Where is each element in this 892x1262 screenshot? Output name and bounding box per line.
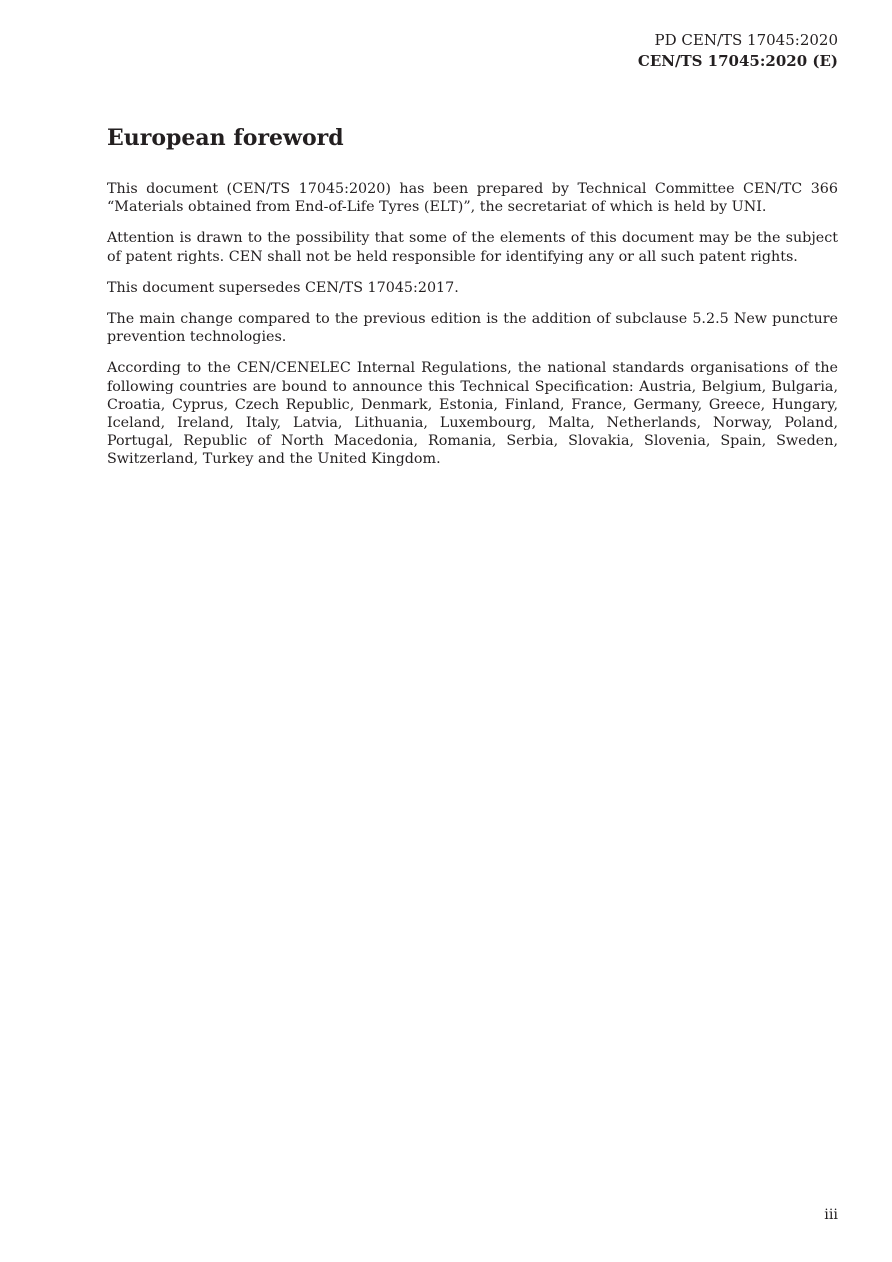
- paragraph-patent-notice: Attention is drawn to the possibility that some of the elements of this document may be the subject of patent rights. CEN shall not be held responsible for identifying any or all such patent rights.: [107, 230, 838, 265]
- paragraph-supersedes: This document supersedes CEN/TS 17045:2017.: [107, 279, 459, 296]
- paragraph-committee: This document (CEN/TS 17045:2020) has been prepared by Technical Committee CEN/TC 366 “Materials obtained from End-of-Life Tyres (ELT)”, the secretariat of which is held by UNI.: [107, 181, 838, 216]
- page-number: iii: [824, 1207, 838, 1223]
- section-title: European foreword: [107, 125, 344, 151]
- paragraph-main-change: The main change compared to the previous edition is the addition of subclause 5.2.5 New puncture prevention technologies.: [107, 311, 838, 346]
- document-reference: PD CEN/TS 17045:2020: [654, 31, 838, 49]
- standard-reference: CEN/TS 17045:2020 (E): [637, 52, 838, 70]
- page-header: [638, 30, 838, 72]
- paragraph-regulations: According to the CEN/CENELEC Internal Regulations, the national standards organisations of the following countries are bound to announce this Technical Specification: Austria, Belgium, Bulgaria, Croatia, Cyprus, Czech Republic, Denmark, Estonia, Finland, France, Germany, Greece, Hungary, Iceland, Ireland, Italy, Latvia, Lithuania, Luxembourg, Malta, Netherlands, Norway, Poland, Portugal, Republic of North Macedonia, Romania, Serbia, Slovakia, Slovenia, Spain, Sweden, Switzerland, Turkey and the United Kingdom.: [107, 360, 838, 468]
- document-body: [107, 122, 838, 482]
